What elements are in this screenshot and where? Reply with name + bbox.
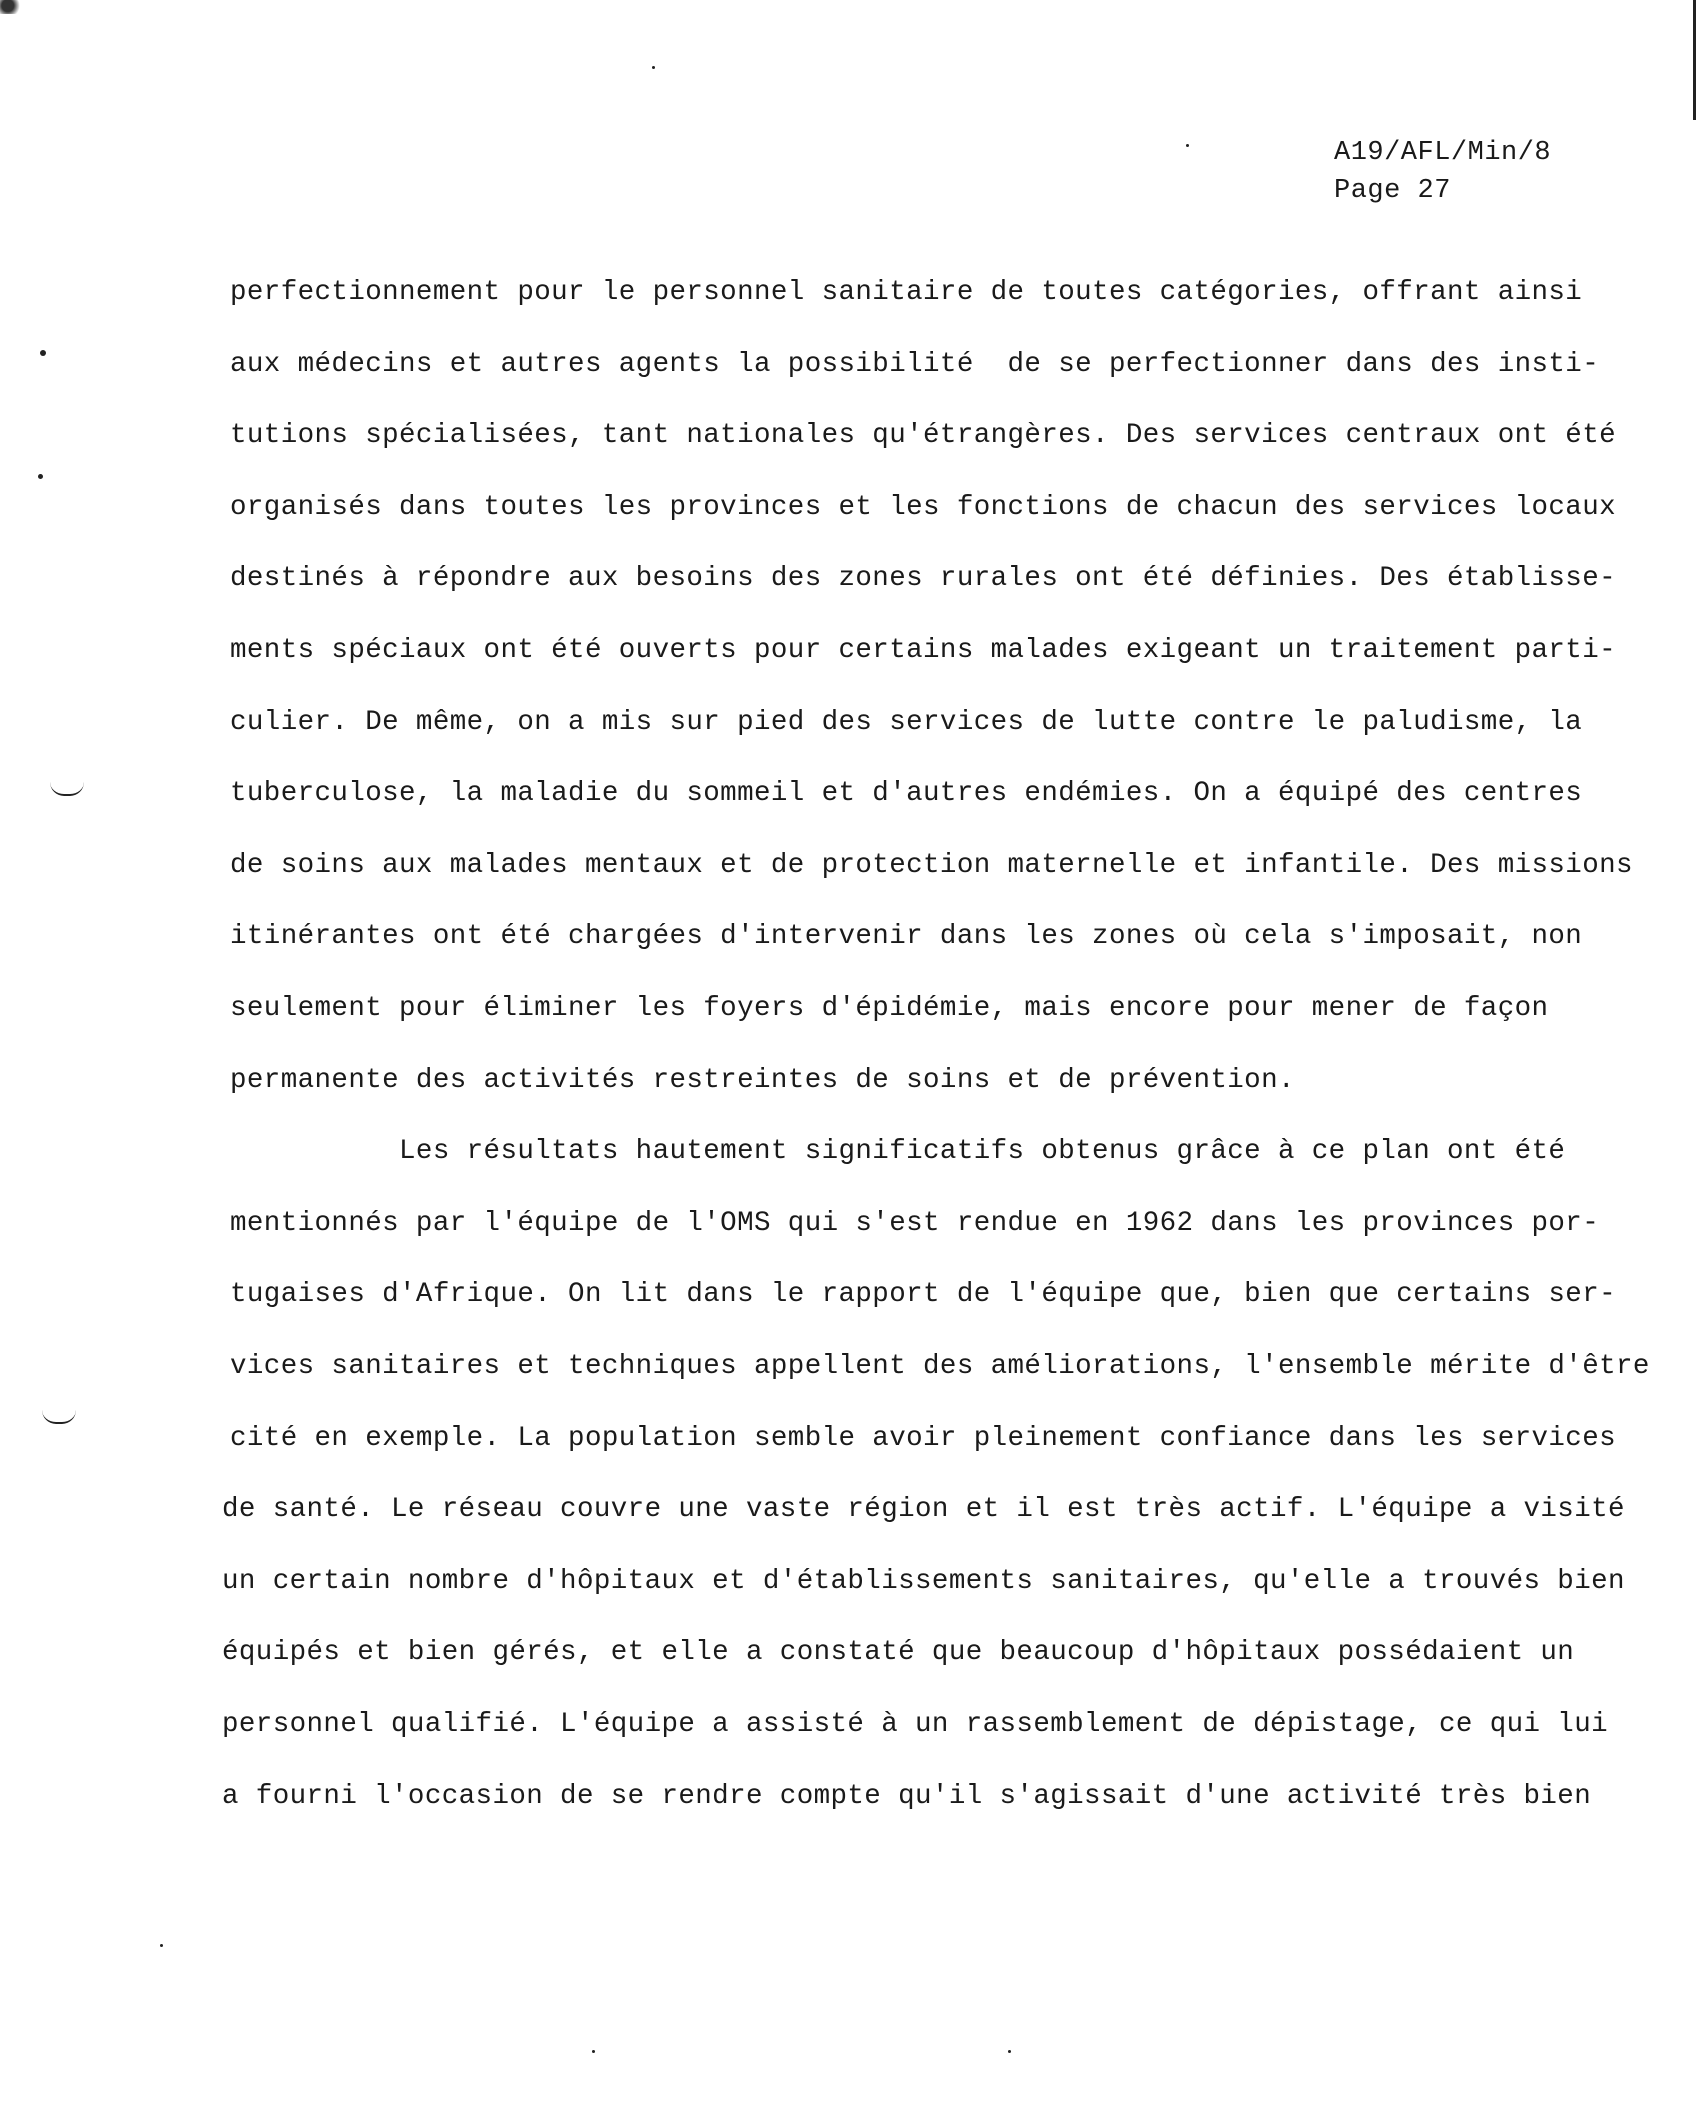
text-line: tuberculose, la maladie du sommeil et d'autres endémies. On a équipé des centres bbox=[230, 778, 1583, 810]
text-line: cité en exemple. La population semble avoir pleinement confiance dans les services bbox=[230, 1422, 1617, 1454]
page-number: Page 27 bbox=[1334, 176, 1451, 206]
text-line: de santé. Le réseau couvre une vaste région et il est très actif. L'équipe a visité bbox=[222, 1494, 1625, 1526]
text-line: permanente des activités restreintes de soins et de prévention. bbox=[230, 1064, 1295, 1096]
text-line: un certain nombre d'hôpitaux et d'établissements sanitaires, qu'elle a trouvés bien bbox=[222, 1565, 1625, 1597]
scan-speck bbox=[1186, 144, 1189, 147]
scan-speck bbox=[160, 1944, 163, 1947]
scan-corner-mark bbox=[0, 0, 26, 14]
text-line: a fourni l'occasion de se rendre compte qu'il s'agissait d'une activité très bien bbox=[222, 1780, 1592, 1812]
text-line: culier. De même, on a mis sur pied des services de lutte contre le paludisme, la bbox=[230, 706, 1583, 738]
text-line: aux médecins et autres agents la possibilité de se perfectionner dans des insti- bbox=[230, 348, 1600, 380]
document-reference: A19/AFL/Min/8 bbox=[1334, 138, 1552, 168]
text-line: tugaises d'Afrique. On lit dans le rapport de l'équipe que, bien que certains ser- bbox=[230, 1279, 1617, 1311]
text-line: perfectionnement pour le personnel sanitaire de toutes catégories, offrant ainsi bbox=[230, 277, 1583, 308]
text-line: itinérantes ont été chargées d'intervenir dans les zones où cela s'imposait, non bbox=[230, 921, 1583, 953]
scan-speck bbox=[592, 2050, 595, 2053]
text-line: mentionnés par l'équipe de l'OMS qui s'est rendue en 1962 dans les provinces por- bbox=[230, 1207, 1600, 1239]
text-line: personnel qualifié. L'équipe a assisté à un rassemblement de dépistage, ce qui lui bbox=[222, 1709, 1609, 1740]
text-line: Les résultats hautement significatifs obtenus grâce à ce plan ont été bbox=[230, 1136, 1566, 1168]
scan-speck bbox=[38, 474, 43, 479]
text-line: organisés dans toutes les provinces et les fonctions de chacun des services locaux bbox=[230, 491, 1617, 523]
scan-speck bbox=[652, 66, 655, 69]
scan-speck bbox=[40, 350, 46, 356]
text-line: tutions spécialisées, tant nationales qu'étrangères. Des services centraux ont été bbox=[230, 420, 1617, 452]
text-line: ments spéciaux ont été ouverts pour certains malades exigeant un traitement parti- bbox=[230, 635, 1617, 666]
text-line: de soins aux malades mentaux et de protection maternelle et infantile. Des missions bbox=[230, 849, 1633, 881]
scan-speck bbox=[1008, 2050, 1011, 2053]
document-header bbox=[1334, 134, 1551, 210]
text-line: destinés à répondre aux besoins des zones rurales ont été définies. Des établisse- bbox=[230, 563, 1617, 595]
scan-curve-mark bbox=[50, 782, 84, 796]
text-line: équipés et bien gérés, et elle a constaté que beaucoup d'hôpitaux possédaient un bbox=[222, 1637, 1575, 1669]
text-line: vices sanitaires et techniques appellent des améliorations, l'ensemble mérite d'être bbox=[230, 1351, 1650, 1382]
text-line: seulement pour éliminer les foyers d'épidémie, mais encore pour mener de façon bbox=[230, 993, 1549, 1024]
scan-curve-mark bbox=[42, 1410, 76, 1424]
